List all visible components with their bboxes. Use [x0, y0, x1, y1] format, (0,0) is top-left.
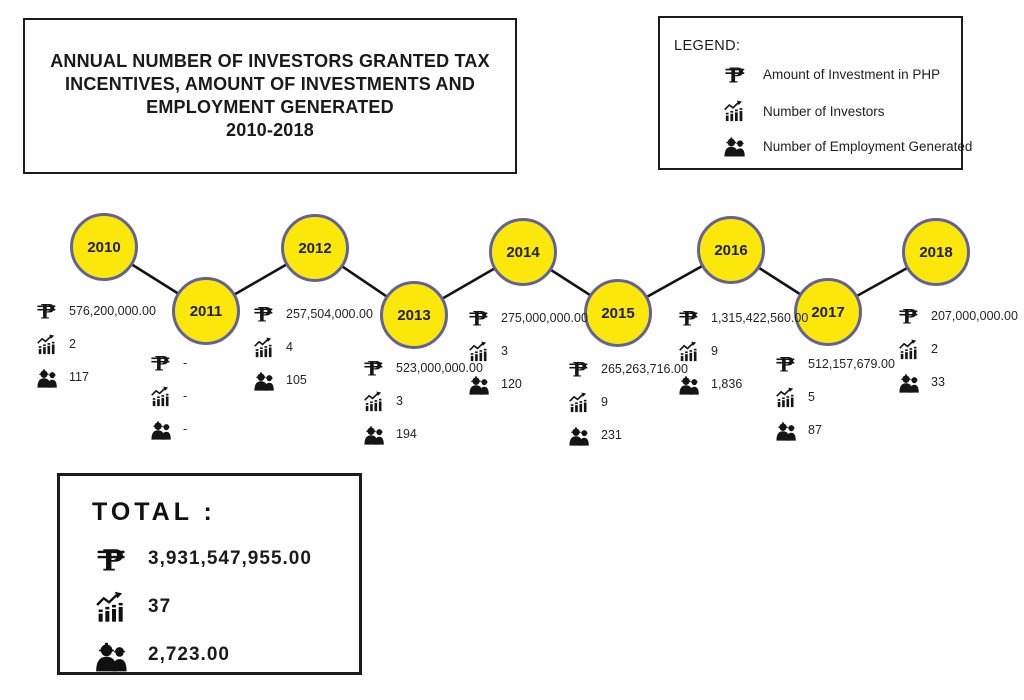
year-data-column-2011 — [148, 351, 187, 441]
worker-icon — [773, 420, 799, 441]
year-node-2012 — [281, 214, 349, 282]
total-row-employment — [90, 636, 312, 674]
amount-value: 512,157,679.00 — [808, 357, 895, 371]
data-row-amount — [566, 357, 688, 381]
investors-icon — [896, 339, 922, 360]
peso-icon — [896, 306, 922, 326]
data-row-employment — [34, 365, 156, 389]
amount-value: 257,504,000.00 — [286, 307, 373, 321]
data-row-amount — [773, 352, 895, 376]
investors-value: 2 — [69, 337, 76, 351]
data-row-investors — [148, 384, 187, 408]
year-label: 2013 — [397, 306, 431, 324]
data-row-amount — [466, 306, 588, 330]
employment-value: 87 — [808, 423, 822, 437]
data-row-investors — [361, 389, 483, 413]
amount-value: 523,000,000.00 — [396, 361, 483, 375]
data-row-employment — [566, 423, 688, 447]
amount-value: 265,263,716.00 — [601, 362, 688, 376]
peso-icon — [566, 359, 592, 379]
data-row-amount — [361, 356, 483, 380]
investors-icon — [361, 391, 387, 412]
investors-value: 9 — [601, 395, 608, 409]
total-box — [57, 473, 362, 675]
title-box — [23, 18, 517, 174]
investors-icon — [773, 387, 799, 408]
year-node-2014 — [489, 218, 557, 286]
year-data-column-2012 — [251, 302, 373, 392]
legend-item-label: Number of Investors — [763, 103, 885, 119]
year-label: 2010 — [87, 238, 121, 256]
data-row-employment — [361, 422, 483, 446]
title-line-2: INCENTIVES, AMOUNT OF INVESTMENTS AND — [64, 74, 476, 94]
title-line-4: 2010-2018 — [226, 120, 314, 140]
amount-value: 1,315,422,560.00 — [711, 311, 809, 325]
peso-icon — [722, 64, 748, 85]
data-row-investors — [251, 335, 373, 359]
investors-value: 3 — [501, 344, 508, 358]
data-row-employment — [896, 370, 1018, 394]
legend-row-employment — [722, 135, 972, 157]
worker-icon — [251, 370, 277, 391]
year-node-2011 — [172, 277, 240, 345]
peso-icon — [361, 358, 387, 378]
peso-icon — [466, 308, 492, 328]
worker-icon — [566, 425, 592, 446]
year-data-column-2013 — [361, 356, 483, 446]
total-amount-value: 3,931,547,955.00 — [148, 548, 312, 569]
worker-icon — [90, 639, 134, 672]
title-line-3: EMPLOYMENT GENERATED — [146, 97, 394, 117]
legend-box — [658, 16, 973, 170]
worker-icon — [148, 419, 174, 440]
year-label: 2012 — [298, 239, 332, 257]
total-rows — [90, 540, 312, 674]
data-row-employment — [148, 417, 187, 441]
legend-item-label: Amount of Investment in PHP — [763, 67, 941, 82]
data-row-investors — [773, 385, 895, 409]
total-employment-value: 2,723.00 — [148, 644, 230, 665]
worker-icon — [676, 374, 702, 395]
year-data-column-2015 — [566, 357, 688, 447]
investors-value: 4 — [286, 340, 293, 354]
investors-icon — [566, 392, 592, 413]
year-label: 2014 — [506, 243, 540, 261]
data-row-amount — [896, 304, 1018, 328]
year-label: 2015 — [601, 304, 635, 322]
employment-value: 33 — [931, 375, 945, 389]
worker-icon — [34, 367, 60, 388]
worker-icon — [466, 374, 492, 395]
employment-value: 1,836 — [711, 377, 743, 391]
investors-value: 3 — [396, 394, 403, 408]
peso-icon — [148, 353, 174, 373]
legend-row-investment — [722, 64, 940, 85]
peso-icon — [34, 301, 60, 321]
year-label: 2016 — [714, 241, 748, 259]
data-row-employment — [773, 418, 895, 442]
data-row-employment — [251, 368, 373, 392]
employment-value: 117 — [69, 370, 89, 384]
year-label: 2018 — [919, 243, 953, 261]
year-node-2013 — [380, 281, 448, 349]
data-row-amount — [34, 299, 156, 323]
investors-icon — [466, 341, 492, 362]
total-investors-value: 37 — [148, 596, 172, 617]
employment-value: 194 — [396, 427, 417, 441]
investors-value: 2 — [931, 342, 938, 356]
year-label: 2017 — [811, 303, 845, 321]
investors-value: 5 — [808, 390, 815, 404]
worker-icon — [896, 372, 922, 393]
employment-value: 120 — [501, 377, 522, 391]
data-row-amount — [251, 302, 373, 326]
year-data-column-2017 — [773, 352, 895, 442]
peso-icon — [773, 354, 799, 374]
investors-icon — [34, 334, 60, 355]
data-row-investors — [34, 332, 156, 356]
employment-value: 105 — [286, 373, 307, 387]
amount-value: 576,200,000.00 — [69, 304, 156, 318]
peso-icon — [676, 308, 702, 328]
peso-icon — [90, 544, 134, 574]
year-node-2010 — [70, 213, 138, 281]
data-row-amount — [676, 306, 808, 330]
year-node-2018 — [902, 218, 970, 286]
investors-icon — [90, 591, 134, 623]
total-heading: TOTAL : — [92, 498, 216, 526]
year-data-column-2018 — [896, 304, 1018, 394]
year-node-2016 — [697, 216, 765, 284]
year-node-2015 — [584, 279, 652, 347]
amount-value: 275,000,000.00 — [501, 311, 588, 325]
title-line-1: ANNUAL NUMBER OF INVESTORS GRANTED TAX — [50, 51, 490, 71]
investors-icon — [722, 100, 748, 122]
investors-value: 9 — [711, 344, 718, 358]
year-label: 2011 — [189, 302, 223, 320]
data-row-amount — [148, 351, 187, 375]
investors-icon — [676, 341, 702, 362]
legend-heading: LEGEND: — [674, 38, 741, 54]
investors-icon — [251, 337, 277, 358]
total-row-amount — [90, 540, 312, 578]
year-data-column-2010 — [34, 299, 156, 389]
investors-icon — [148, 386, 174, 407]
data-row-investors — [566, 390, 688, 414]
legend-row-investors — [722, 100, 885, 122]
amount-value: - — [183, 356, 188, 370]
worker-icon — [361, 424, 387, 445]
total-row-investors — [90, 588, 312, 626]
peso-icon — [251, 304, 277, 324]
worker-icon — [722, 135, 748, 157]
legend-item-label: Number of Employment Generated — [763, 138, 973, 154]
data-row-investors — [896, 337, 1018, 361]
investors-value: - — [183, 389, 188, 403]
employment-value: - — [183, 422, 188, 436]
employment-value: 231 — [601, 428, 622, 442]
amount-value: 207,000,000.00 — [931, 309, 1018, 323]
